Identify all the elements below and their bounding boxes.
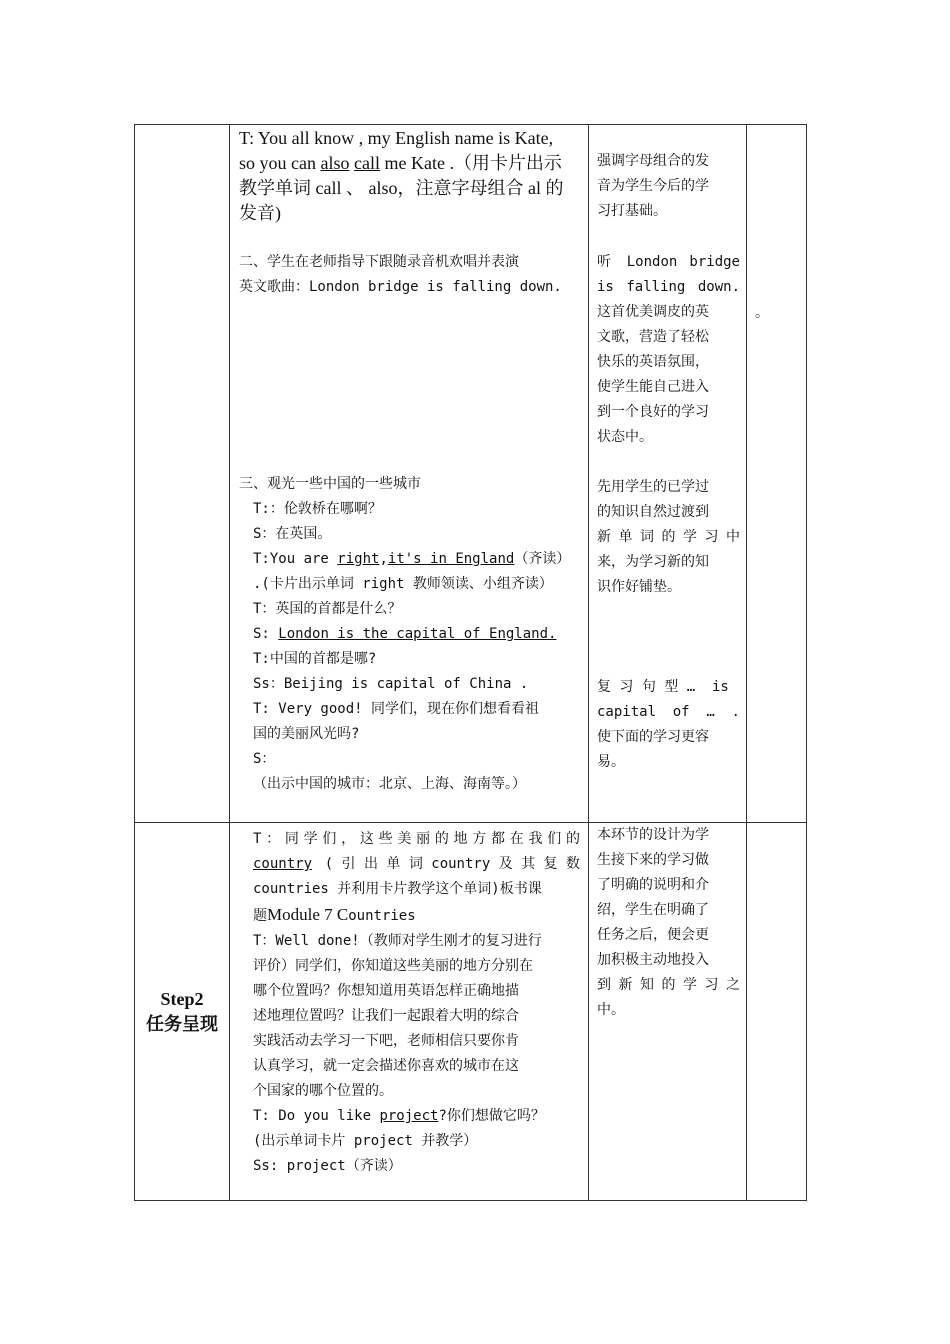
dialog-line: T：英国的首都是什么？ <box>253 601 402 617</box>
dialog-line: S： <box>253 751 276 767</box>
step-label: Step2 <box>160 988 204 1009</box>
cities-block <box>239 472 581 797</box>
remark-mark: 。 <box>755 305 769 321</box>
intro-line: 发音) <box>239 203 281 223</box>
intro-block <box>239 126 581 226</box>
remarks-cell <box>747 823 807 1201</box>
dialog-line: S: London is the capital of England. <box>253 626 557 642</box>
lesson-plan-table <box>134 124 807 1201</box>
activity-cell: T：同学们，这些美丽的地方都在我们的 country ( 引 出 单 词 country 及 其 复 数 countries 并利用卡片教学这个单词)板书课 题Module 7 Countries T：Well done!（教师对学生刚才的复习进行 评价）同学们，你知道这些美丽的地方分别在 哪个位置吗？你想知道用英语怎样正确地描 述地理位置吗？让我们一起跟着大明的综合 实践活动去学习一下吧，老师相信只要你肯 认真学习，就一定会描述你喜欢的城市在这 个国家的哪个位置的。 T: Do you like project?你们想做它吗？ (出示单词卡片 project 并教学） Ss: project（齐读） <box>230 823 589 1201</box>
dialog-line: T:You are right,it's in England（齐读） <box>253 551 571 567</box>
song-line: 英文歌曲：London bridge is falling down. <box>239 279 562 295</box>
word-country: country <box>253 856 313 872</box>
dialog-line: .(卡片出示单词 right 教师领读、小组齐读） <box>253 576 553 592</box>
design-notes-cell <box>589 125 747 823</box>
word-also: also <box>320 153 350 173</box>
song-line: 二、学生在老师指导下跟随录音机欢唱并表演 <box>239 254 519 270</box>
intro-line: T: You all know , my English name is Kate, <box>239 128 554 148</box>
step-cell <box>135 823 230 1201</box>
remarks-cell <box>747 125 807 823</box>
step-cell-empty <box>135 125 230 823</box>
dialog-line: （出示中国的城市：北京、上海、海南等。） <box>253 776 526 792</box>
note-block: 复 习 句 型 … is capital of … . 使下面的学习更容 易。 <box>597 679 740 770</box>
intro-line: 教学单词 call 、 also，注意字母组合 al 的 <box>239 178 564 198</box>
design-notes-cell: 本环节的设计为学 生接下来的学习做 了明确的说明和介 绍，学生在明确了 任务之后，便会更 加积极主动地投入 到新知的学习之 中。 <box>589 823 747 1201</box>
activity-cell <box>230 125 589 823</box>
module-title: 题Module 7 Countries <box>253 905 416 924</box>
dialog-line: S：在英国。 <box>253 526 332 542</box>
dialog-line: T: Very good! 同学们，现在你们想看看祖 <box>253 701 540 717</box>
dialog-line: T:中国的首都是哪? <box>253 651 377 667</box>
dialog-line: Ss：Beijing is capital of China . <box>253 676 529 692</box>
intro-line: so you can also call me Kate .（用卡片出示 <box>239 153 562 173</box>
step-name: 任务呈现 <box>146 1013 218 1034</box>
table-row <box>135 823 807 1201</box>
table-row <box>135 125 807 823</box>
note-block: 强调字母组合的发 音为学生今后的学 习打基础。 <box>597 153 709 219</box>
word-right: right <box>337 551 380 567</box>
dialog-line: 国的美丽风光吗? <box>253 726 360 742</box>
cities-heading: 三、观光一些中国的一些城市 <box>239 476 421 492</box>
note-block: 听 London bridge is falling down. 这首优美调皮的英 文歌，营造了轻松 快乐的英语氛围， 使学生能自己进入 到一个良好的学习 状态中。 <box>597 254 740 445</box>
dialog-line: T:：伦敦桥在哪啊？ <box>253 501 382 517</box>
note-block: 先用学生的已学过 的知识自然过渡到 新单词的学习中 来，为学习新的知 识作好铺垫。 <box>597 479 740 595</box>
word-call: call <box>353 153 380 173</box>
song-block <box>239 250 581 300</box>
word-project: project <box>379 1108 439 1124</box>
